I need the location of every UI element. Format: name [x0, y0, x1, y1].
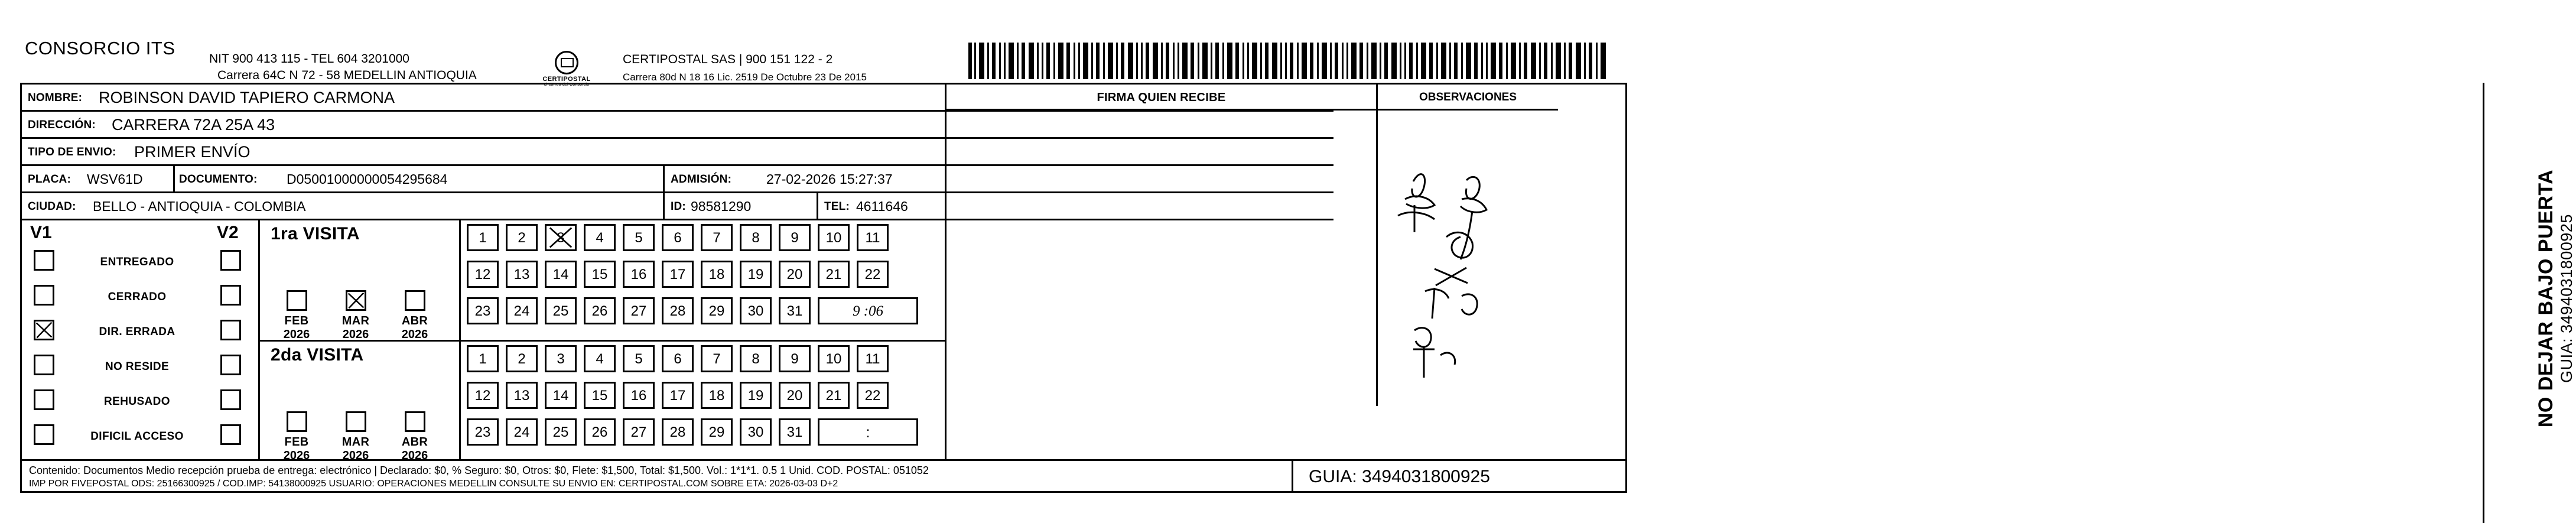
month-year: 2026 [342, 449, 369, 462]
company-nit-line: NIT 900 413 115 - TEL 604 3201000 [209, 52, 409, 66]
day-cell[interactable]: 24 [506, 418, 538, 446]
status-label: NO RESIDE [105, 360, 170, 373]
vertical-warning-text [2535, 80, 2576, 517]
visit-2-title: 2da VISITA [271, 345, 364, 365]
day-cell[interactable]: 27 [623, 418, 655, 446]
status-row-dificil-acceso [22, 420, 260, 454]
firma-header [947, 85, 1378, 111]
day-cell[interactable]: 16 [623, 382, 655, 409]
month-label: FEB [284, 314, 309, 327]
day-cell[interactable]: 1 [467, 345, 499, 372]
day-cell[interactable]: 29 [701, 418, 733, 446]
day-cell[interactable]: 10 [818, 345, 850, 372]
placa-value: WSV61D [87, 171, 143, 187]
visit-1-title: 1ra VISITA [271, 224, 360, 243]
day-cell[interactable]: 7 [701, 345, 733, 372]
day-cell[interactable]: 23 [467, 418, 499, 446]
day-cell[interactable]: 14 [545, 261, 577, 288]
day-cell[interactable]: 22 [857, 261, 889, 288]
checkbox-dificil-acceso-v2[interactable] [220, 424, 241, 445]
day-cell[interactable]: 27 [623, 297, 655, 324]
checkbox-entregado-v2[interactable] [220, 250, 241, 271]
v1-header: V1 [30, 223, 52, 242]
status-row-entregado [22, 245, 260, 280]
label-body [20, 83, 2575, 462]
month-label: ABR [401, 436, 428, 449]
day-cell[interactable]: 6 [662, 224, 694, 251]
day-cell[interactable]: 17 [662, 261, 694, 288]
day-cell[interactable]: 25 [545, 297, 577, 324]
checkbox-rehusado-v2[interactable] [220, 389, 241, 410]
footer-content-line: Contenido: Documentos Medio recepción prueba de entrega: electrónico | Declarado: $0, % Seguro: $0, Otros: $0, Flete: $1,500, Total: $1,500. Vol.: 1*1*1. 0.5 1 Unid. COD. POSTAL: 051052 [29, 464, 929, 476]
day-cell[interactable]: 2 [506, 224, 538, 251]
month-year: 2026 [401, 328, 428, 341]
day-cell[interactable]: 23 [467, 297, 499, 324]
day-cell[interactable]: 13 [506, 382, 538, 409]
guia-line: GUIA: 3494031800925 [2558, 214, 2575, 383]
status-checkbox-column [22, 220, 260, 459]
day-cell[interactable]: 13 [506, 261, 538, 288]
day-cell[interactable]: 20 [779, 382, 811, 409]
visit-1-day-row-2 [467, 261, 939, 295]
firma-header-text: FIRMA QUIEN RECIBE [1097, 91, 1226, 104]
visit-2-day-row-1 [467, 345, 939, 379]
divider [173, 166, 175, 191]
day-cell[interactable]: 5 [623, 224, 655, 251]
divider [459, 342, 461, 461]
tel-value: 4611646 [856, 199, 908, 214]
day-cell-marked[interactable]: 3 [545, 224, 577, 251]
tipo-envio-value: PRIMER ENVÍO [134, 143, 251, 161]
operator-license-line: Carrera 80d N 18 16 Lic. 2519 De Octubre 23 De 2015 [623, 72, 867, 83]
day-cell[interactable]: 20 [779, 261, 811, 288]
checkbox-month-feb-2[interactable] [287, 411, 307, 432]
day-cell[interactable]: 11 [857, 224, 889, 251]
tel-label: TEL: [824, 200, 850, 213]
ciudad-label: CIUDAD: [28, 200, 76, 213]
check-x-mark-icon [547, 226, 575, 249]
month-year: 2026 [401, 449, 428, 462]
status-label: ENTREGADO [100, 256, 174, 268]
handwritten-annotation [1378, 111, 1558, 406]
day-cell[interactable]: 21 [818, 382, 850, 409]
checkbox-month-abr-2[interactable] [405, 411, 425, 432]
v2-header: V2 [217, 223, 239, 242]
visit-1-days [467, 224, 939, 340]
operator-info [623, 51, 867, 86]
check-x-mark-icon [35, 321, 53, 339]
checkbox-dir-errada-v2[interactable] [220, 320, 241, 340]
checkbox-dir-errada-v1[interactable] [34, 320, 54, 340]
month-abr-2[interactable] [386, 411, 443, 463]
day-cell[interactable]: 2 [506, 345, 538, 372]
month-label: MAR [341, 436, 370, 449]
day-cell[interactable]: 10 [818, 224, 850, 251]
visit-block-1 [260, 220, 947, 340]
month-label: MAR [341, 314, 370, 327]
tipo-envio-label: TIPO DE ENVIO: [28, 146, 116, 158]
checkbox-cerrado-v1[interactable] [34, 285, 54, 306]
barcode [968, 43, 1606, 79]
barcode-image [968, 43, 1606, 79]
placa-label: PLACA: [28, 173, 71, 186]
day-cell[interactable]: 30 [740, 418, 772, 446]
warning-line: NO DEJAR BAJO PUERTA [2535, 169, 2557, 428]
checkbox-cerrado-v2[interactable] [220, 285, 241, 306]
month-mar-2[interactable] [327, 411, 384, 463]
status-row-cerrado [22, 280, 260, 315]
visit-1-day-row-3 [467, 297, 939, 332]
logo-secondary-text: el correo del Consorcio [544, 83, 590, 87]
documento-value: D05001000000054295684 [287, 171, 448, 187]
day-cell[interactable]: 21 [818, 261, 850, 288]
id-label: ID: [671, 200, 686, 213]
month-year: 2026 [283, 449, 310, 462]
day-cell[interactable]: 28 [662, 418, 694, 446]
id-value: 98581290 [691, 199, 752, 214]
month-label: ABR [401, 314, 428, 327]
checkbox-no-reside-v2[interactable] [220, 355, 241, 375]
day-cell[interactable]: 15 [584, 261, 616, 288]
visits-column [260, 220, 947, 462]
day-cell[interactable]: 14 [545, 382, 577, 409]
month-year: 2026 [342, 328, 369, 341]
signature-section [947, 85, 2575, 459]
day-cell[interactable]: 11 [857, 345, 889, 372]
observaciones-area[interactable] [1378, 111, 1558, 406]
checkbox-month-abr-1[interactable] [405, 290, 425, 311]
status-row-dir-errada [22, 315, 260, 350]
day-cell[interactable]: 7 [701, 224, 733, 251]
checkbox-rehusado-v1[interactable] [34, 389, 54, 410]
day-cell[interactable]: 1 [467, 224, 499, 251]
status-row-rehusado [22, 385, 260, 420]
certipostal-logo [540, 51, 593, 87]
day-cell[interactable]: 15 [584, 382, 616, 409]
month-year: 2026 [283, 328, 310, 341]
day-cell[interactable]: 9 [779, 345, 811, 372]
day-cell[interactable]: 26 [584, 418, 616, 446]
observaciones-header [1378, 85, 1558, 111]
footer-guia [1293, 461, 1627, 493]
day-cell[interactable]: 26 [584, 297, 616, 324]
status-label: REHUSADO [104, 395, 170, 408]
day-cell[interactable]: 18 [701, 261, 733, 288]
label-header [20, 14, 1627, 87]
day-cell[interactable]: 31 [779, 297, 811, 324]
day-cell[interactable]: 25 [545, 418, 577, 446]
day-cell[interactable]: 4 [584, 345, 616, 372]
nombre-label: NOMBRE: [28, 92, 83, 104]
footer-details [20, 461, 1293, 493]
company-contact [209, 51, 477, 84]
month-label: FEB [284, 436, 309, 449]
firma-signature-area[interactable] [947, 111, 1378, 406]
checkbox-month-mar-1[interactable] [346, 290, 366, 311]
label-footer [20, 461, 1627, 493]
status-and-visits-panel [22, 220, 947, 462]
day-cell[interactable]: 22 [857, 382, 889, 409]
day-cell[interactable]: 17 [662, 382, 694, 409]
day-cell[interactable]: 3 [545, 345, 577, 372]
status-row-no-reside [22, 350, 260, 385]
visit-1-time-value[interactable]: 9 :06 [818, 297, 918, 324]
checkbox-entregado-v1[interactable] [34, 250, 54, 271]
visit-1-day-row-1 [467, 224, 939, 258]
day-cell[interactable]: 24 [506, 297, 538, 324]
status-label: DIR. ERRADA [99, 326, 175, 338]
day-cell[interactable]: 16 [623, 261, 655, 288]
visit-2-months [268, 377, 451, 462]
admision-label: ADMISIÓN: [671, 173, 732, 186]
day-cell[interactable]: 5 [623, 345, 655, 372]
month-mar-1[interactable] [327, 290, 384, 342]
month-feb-2[interactable] [268, 411, 325, 463]
logo-primary-text: CERTIPOSTAL [542, 76, 591, 83]
day-cell[interactable]: 4 [584, 224, 616, 251]
checkbox-dificil-acceso-v1[interactable] [34, 424, 54, 445]
ciudad-value: BELLO - ANTIOQUIA - COLOMBIA [93, 199, 306, 214]
admision-value: 27-02-2026 15:27:37 [766, 171, 893, 187]
status-label: CERRADO [108, 291, 167, 303]
nombre-value: ROBINSON DAVID TAPIERO CARMONA [99, 89, 395, 106]
day-cell[interactable]: 12 [467, 261, 499, 288]
operator-name-line: CERTIPOSTAL SAS | 900 151 122 - 2 [623, 53, 833, 66]
divider [817, 193, 818, 219]
company-name: CONSORCIO ITS [25, 38, 175, 59]
divider [663, 166, 665, 191]
visit-2-day-row-2 [467, 382, 939, 416]
checkbox-month-feb-1[interactable] [287, 290, 307, 311]
no-dejar-bajo-puerta-strip [2483, 83, 2575, 523]
day-cell[interactable]: 30 [740, 297, 772, 324]
direccion-value: CARRERA 72A 25A 43 [112, 116, 275, 134]
day-cell[interactable]: 8 [740, 345, 772, 372]
company-address-line: Carrera 64C N 72 - 58 MEDELLIN ANTIOQUIA [217, 69, 477, 82]
day-cell[interactable]: 12 [467, 382, 499, 409]
status-label: DIFICIL ACCESO [90, 430, 184, 443]
day-cell[interactable]: 8 [740, 224, 772, 251]
visit-2-time-value[interactable]: : [818, 418, 918, 446]
divider [663, 193, 665, 219]
envelope-icon [555, 51, 578, 74]
direccion-label: DIRECCIÓN: [28, 119, 96, 131]
visit-2-days [467, 345, 939, 461]
day-cell[interactable]: 19 [740, 261, 772, 288]
day-cell[interactable]: 9 [779, 224, 811, 251]
checkbox-month-mar-2[interactable] [346, 411, 366, 432]
divider [459, 220, 461, 340]
visit-2-day-row-3 [467, 418, 939, 453]
documento-label: DOCUMENTO: [179, 173, 258, 186]
footer-print-line: IMP POR FIVEPOSTAL ODS: 25166300925 / COD.IMP: 54138000925 USUARIO: OPERACIONES MEDELLIN CONSULTE SU ENVIO EN: CERTIPOSTAL.COM SOBRE ETA: 2026-03-03 D+2 [29, 479, 838, 489]
visit-block-2 [260, 340, 947, 462]
day-cell[interactable]: 29 [701, 297, 733, 324]
month-feb-1[interactable] [268, 290, 325, 342]
day-cell[interactable]: 19 [740, 382, 772, 409]
guia-number: GUIA: 3494031800925 [1309, 467, 1490, 486]
day-cell[interactable]: 28 [662, 297, 694, 324]
day-cell[interactable]: 31 [779, 418, 811, 446]
checkbox-no-reside-v1[interactable] [34, 355, 54, 375]
day-cell[interactable]: 18 [701, 382, 733, 409]
visit-1-months [268, 256, 451, 341]
observaciones-header-text: OBSERVACIONES [1419, 91, 1517, 103]
check-x-mark-icon [347, 292, 365, 309]
month-abr-1[interactable] [386, 290, 443, 342]
day-cell[interactable]: 6 [662, 345, 694, 372]
